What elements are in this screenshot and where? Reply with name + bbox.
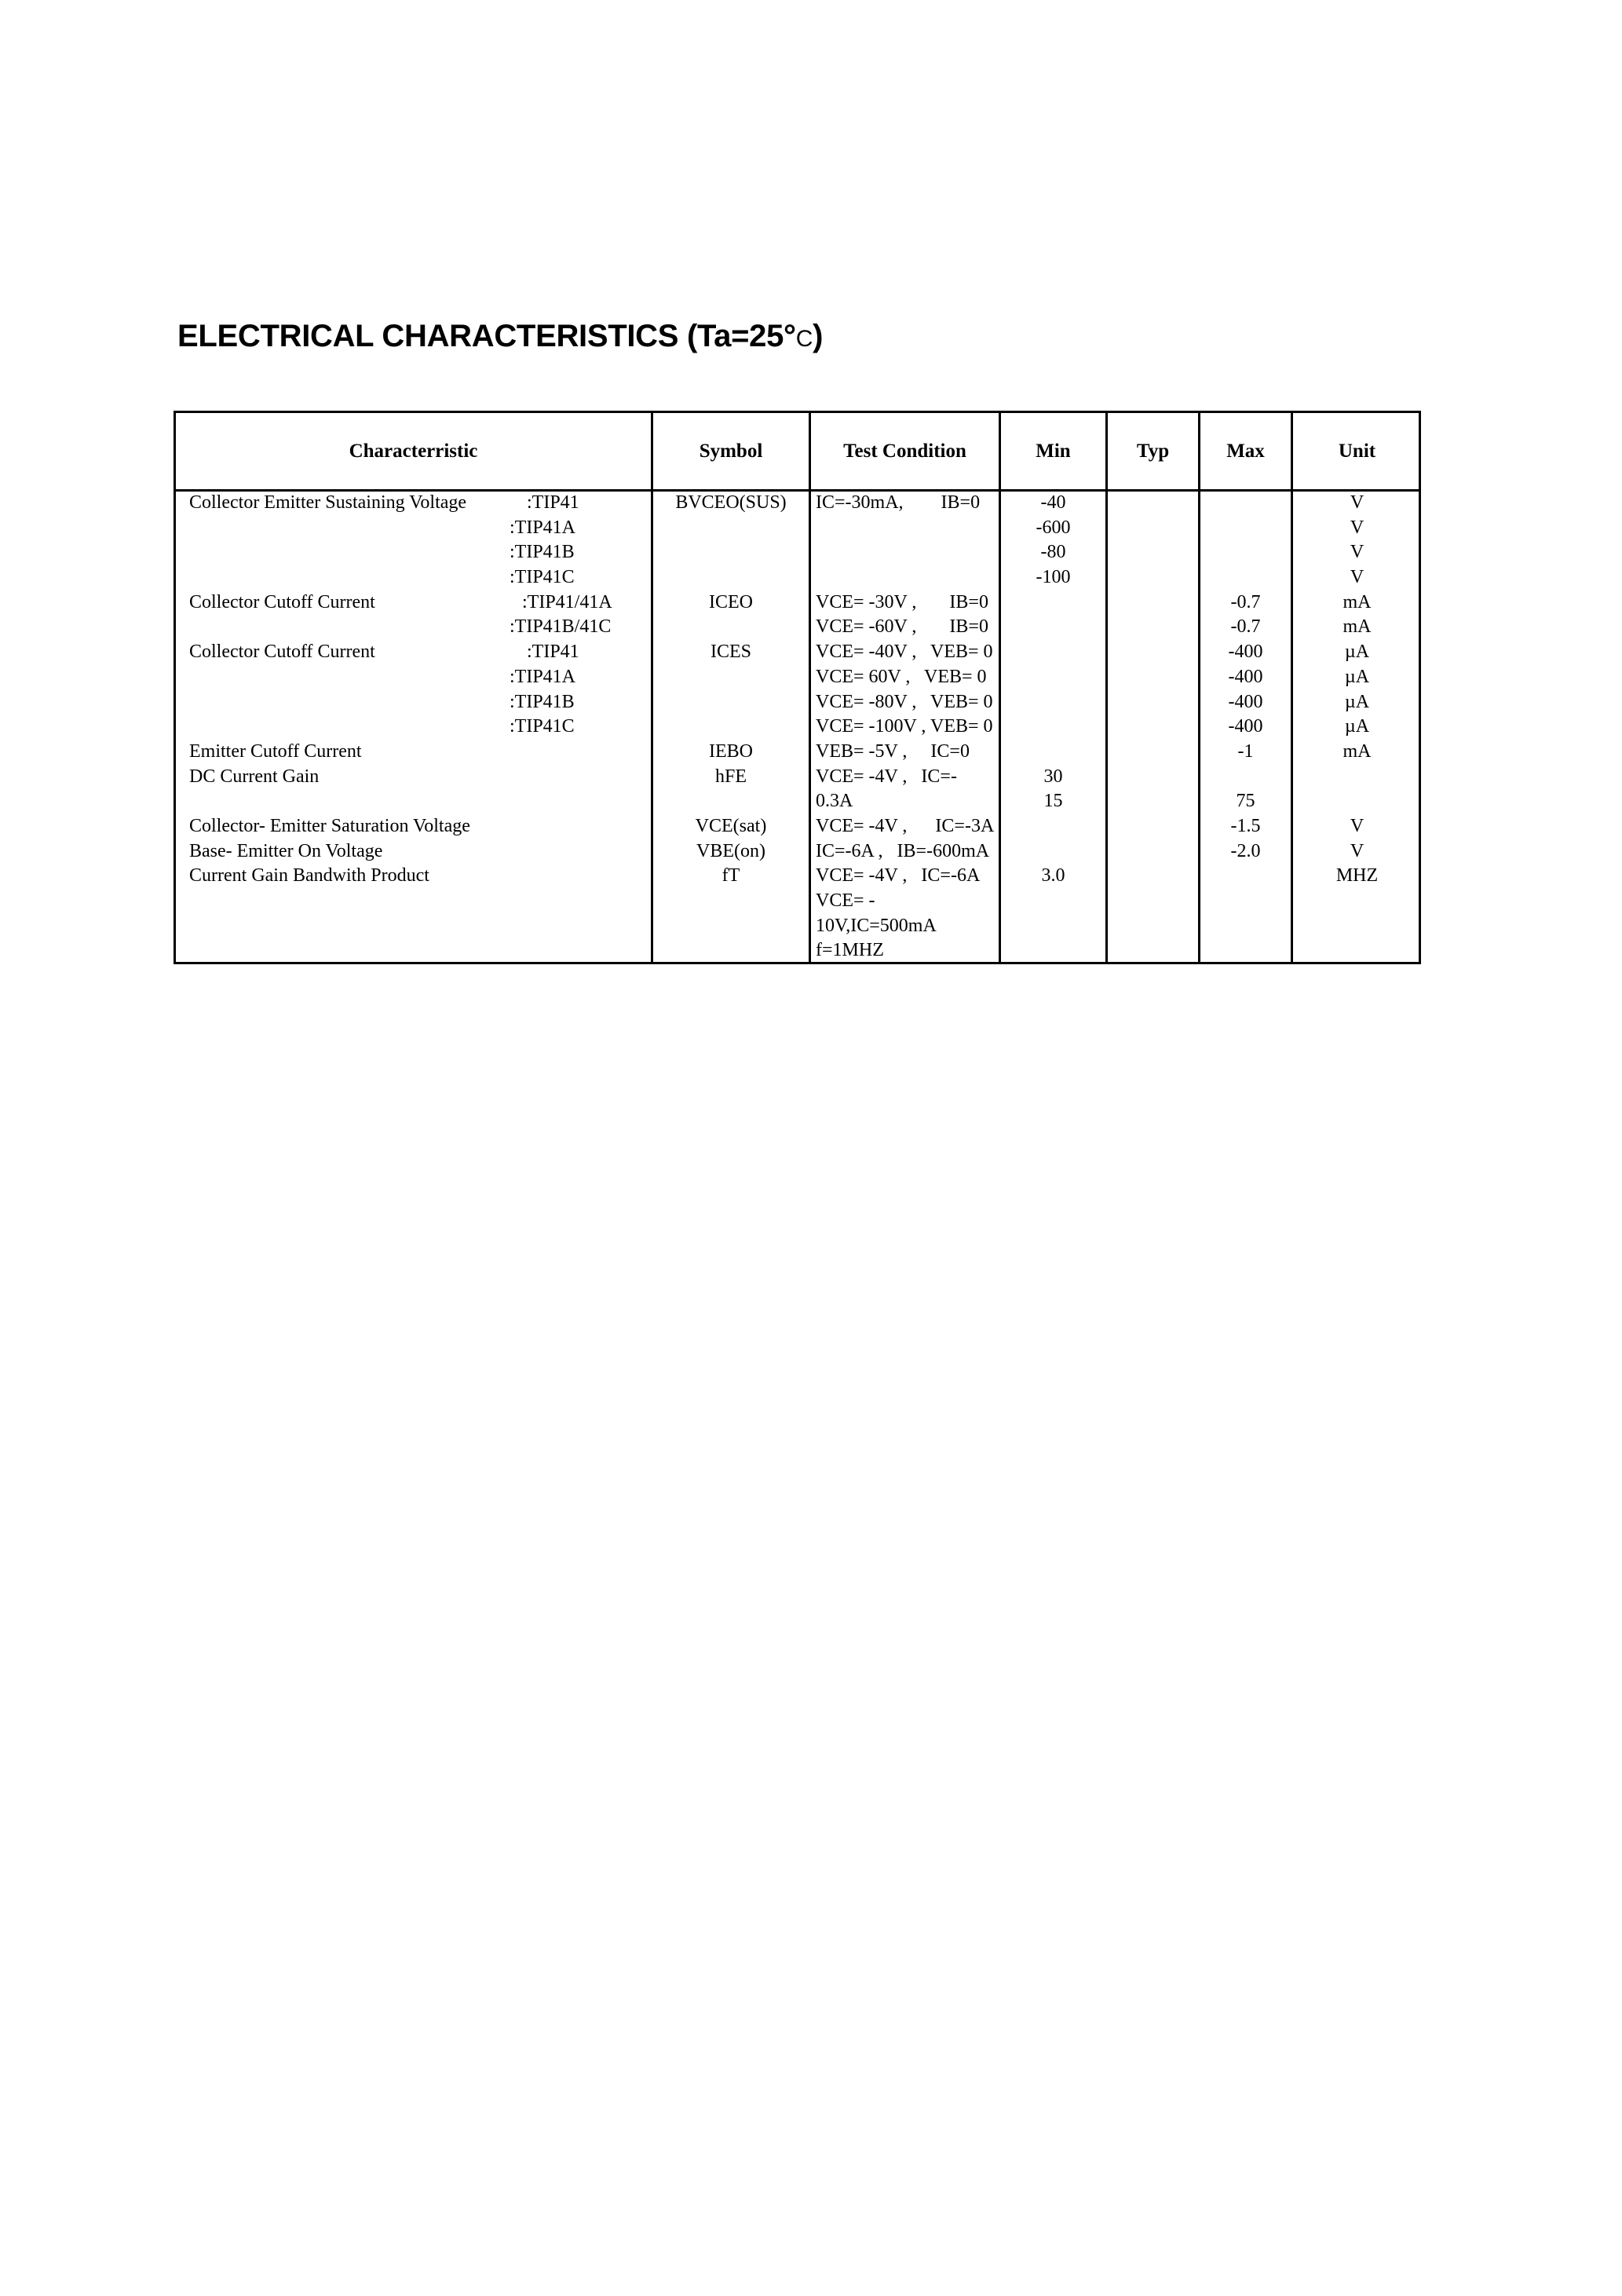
characteristic-column (189, 491, 519, 963)
typ-cell (1108, 516, 1198, 541)
min-column (1001, 491, 1105, 963)
unit-cell: V (1350, 840, 1364, 861)
header-max: Max (1226, 440, 1265, 462)
symbol-cell (653, 938, 809, 963)
model-cell: :TIP41B/41C (510, 616, 612, 638)
unit-column (1293, 491, 1421, 963)
min-cell: 15 (1043, 791, 1063, 812)
min-cell (1001, 690, 1105, 715)
max-cell: -400 (1228, 691, 1263, 712)
typ-cell (1108, 540, 1198, 565)
cond-cell: VCE= -4V , IC=-3A (816, 815, 995, 836)
header-test-condition: Test Condition (843, 440, 966, 462)
cond-cell: 0.3A (816, 791, 853, 812)
unit-cell: µA (1344, 642, 1370, 663)
symbol-cell (653, 914, 809, 939)
symbol-cell: fT (721, 865, 740, 887)
symbol-cell: VBE(on) (696, 840, 765, 861)
char-cell (189, 516, 519, 541)
symbol-cell: BVCEO(SUS) (675, 492, 787, 513)
unit-cell (1293, 765, 1421, 790)
max-cell (1200, 938, 1291, 963)
column-divider (809, 413, 811, 962)
unit-cell: mA (1343, 740, 1372, 762)
unit-cell (1293, 914, 1421, 939)
header-unit: Unit (1338, 440, 1376, 462)
model-cell: :TIP41C (510, 716, 575, 737)
model-cell (510, 789, 651, 814)
max-cell (1200, 864, 1291, 889)
max-cell: -2.0 (1230, 840, 1261, 861)
max-cell (1200, 540, 1291, 565)
model-cell (510, 814, 651, 839)
char-cell (189, 665, 519, 690)
max-cell: -0.7 (1230, 591, 1261, 612)
unit-cell: V (1350, 492, 1364, 513)
min-cell: -40 (1040, 492, 1066, 513)
min-cell (1001, 740, 1105, 765)
electrical-characteristics-table (174, 411, 1421, 964)
symbol-cell (653, 690, 809, 715)
model-cell (510, 864, 651, 889)
typ-cell (1108, 715, 1198, 740)
symbol-cell (653, 565, 809, 590)
char-cell: Emitter Cutoff Current (189, 740, 362, 762)
char-cell (189, 540, 519, 565)
model-cell: :TIP41B (510, 542, 575, 563)
unit-cell: V (1350, 815, 1364, 836)
typ-cell (1108, 789, 1198, 814)
min-cell (1001, 889, 1105, 914)
model-cell (510, 938, 651, 963)
cond-cell: VCE= -4V , IC=- (816, 766, 957, 787)
unit-cell: MHZ (1335, 865, 1379, 887)
test-condition-column (816, 491, 999, 963)
cond-cell: VEB= -5V , IC=0 (816, 740, 970, 762)
unit-cell: V (1350, 567, 1364, 588)
char-cell (189, 789, 519, 814)
min-cell: -80 (1040, 542, 1066, 563)
model-cell (510, 740, 651, 765)
max-cell: -400 (1228, 716, 1263, 737)
header-typ: Typ (1136, 440, 1170, 462)
max-column (1200, 491, 1291, 963)
model-cell (510, 839, 651, 865)
typ-cell (1108, 740, 1198, 765)
max-cell (1200, 491, 1291, 516)
char-cell: Base- Emitter On Voltage (189, 840, 383, 861)
model-cell: :TIP41/41A (522, 591, 612, 612)
cond-cell (816, 540, 999, 565)
typ-cell (1108, 491, 1198, 516)
min-cell: -100 (1036, 567, 1071, 588)
unit-cell (1293, 889, 1421, 914)
unit-cell (1293, 789, 1421, 814)
typ-cell (1108, 938, 1198, 963)
model-cell: :TIP41A (510, 517, 575, 538)
header-min: Min (1036, 440, 1071, 462)
max-cell: -0.7 (1230, 616, 1261, 638)
unit-cell: V (1350, 542, 1364, 563)
unit-cell (1293, 938, 1421, 963)
model-cell (510, 889, 651, 914)
model-cell: :TIP41A (510, 666, 575, 687)
char-cell (189, 565, 519, 590)
cond-cell (816, 516, 999, 541)
char-cell (189, 690, 519, 715)
max-cell (1200, 914, 1291, 939)
model-cell: :TIP41 (527, 492, 579, 513)
unit-cell: µA (1344, 691, 1370, 712)
model-cell: :TIP41 (527, 642, 579, 663)
unit-cell: mA (1343, 616, 1372, 638)
unit-cell: mA (1343, 591, 1372, 612)
char-cell (189, 889, 519, 914)
cond-cell: VCE= -30V , IB=0 (816, 591, 988, 612)
symbol-cell (653, 889, 809, 914)
min-cell: -600 (1036, 517, 1071, 538)
symbol-cell (653, 516, 809, 541)
min-cell (1001, 640, 1105, 665)
max-cell (1200, 565, 1291, 590)
min-cell (1001, 938, 1105, 963)
model-column (510, 491, 651, 963)
typ-cell (1108, 914, 1198, 939)
typ-column (1108, 491, 1198, 963)
max-cell (1200, 516, 1291, 541)
max-cell: -400 (1228, 642, 1263, 663)
cond-cell: 10V,IC=500mA (816, 915, 937, 936)
celsius-unit: C (795, 326, 813, 352)
max-cell: -400 (1228, 666, 1263, 687)
typ-cell (1108, 565, 1198, 590)
min-cell (1001, 914, 1105, 939)
typ-cell (1108, 839, 1198, 865)
symbol-cell: hFE (714, 766, 747, 787)
min-cell: 30 (1043, 766, 1063, 787)
cond-cell: VCE= -4V , IC=-6A (816, 865, 981, 887)
typ-cell (1108, 690, 1198, 715)
symbol-cell (653, 615, 809, 640)
symbol-cell: VCE(sat) (695, 815, 767, 836)
char-cell: Collector Emitter Sustaining Voltage (189, 492, 467, 513)
min-cell (1001, 715, 1105, 740)
char-cell: Collector Cutoff Current (189, 642, 375, 663)
model-cell: :TIP41C (510, 567, 575, 588)
max-cell (1200, 765, 1291, 790)
typ-cell (1108, 590, 1198, 616)
char-cell (189, 938, 519, 963)
min-cell (1001, 839, 1105, 865)
typ-cell (1108, 615, 1198, 640)
unit-cell: µA (1344, 666, 1370, 687)
unit-cell: V (1350, 517, 1364, 538)
min-cell (1001, 814, 1105, 839)
symbol-cell (653, 540, 809, 565)
symbol-column (653, 491, 809, 963)
max-cell: -1 (1237, 740, 1254, 762)
min-cell (1001, 590, 1105, 616)
symbol-cell: ICEO (709, 591, 753, 612)
char-cell (189, 715, 519, 740)
char-cell: Collector Cutoff Current (189, 591, 375, 612)
header-symbol: Symbol (699, 440, 763, 462)
cond-cell: IC=-6A , IB=-600mA (816, 840, 990, 861)
char-cell (189, 615, 519, 640)
cond-cell: VCE= -40V , VEB= 0 (816, 642, 993, 663)
max-cell (1200, 889, 1291, 914)
typ-cell (1108, 889, 1198, 914)
max-cell: -1.5 (1230, 815, 1261, 836)
min-cell (1001, 615, 1105, 640)
symbol-cell (653, 665, 809, 690)
cond-cell: f=1MHZ (816, 940, 884, 961)
symbol-cell: IEBO (709, 740, 753, 762)
cond-cell: IC=-30mA, IB=0 (816, 492, 981, 513)
symbol-cell (653, 789, 809, 814)
header-characteristic: Characterristic (349, 440, 478, 462)
model-cell: :TIP41B (510, 691, 575, 712)
model-cell (510, 914, 651, 939)
cond-cell: VCE= -60V , IB=0 (816, 616, 988, 638)
unit-cell: µA (1344, 716, 1370, 737)
char-cell (189, 914, 519, 939)
symbol-cell (653, 715, 809, 740)
min-cell: 3.0 (1041, 865, 1065, 887)
symbol-cell: ICES (710, 642, 751, 663)
model-cell (510, 765, 651, 790)
char-cell: Collector- Emitter Saturation Voltage (189, 815, 470, 836)
cond-cell: VCE= -80V , VEB= 0 (816, 691, 993, 712)
min-cell (1001, 665, 1105, 690)
typ-cell (1108, 864, 1198, 889)
page-title: ELECTRICAL CHARACTERISTICS (Ta=25°C) (177, 319, 824, 353)
cond-cell: VCE= - (816, 890, 875, 911)
cond-cell (816, 565, 999, 590)
char-cell: DC Current Gain (189, 766, 320, 787)
char-cell: Current Gain Bandwith Product (189, 865, 429, 887)
typ-cell (1108, 640, 1198, 665)
typ-cell (1108, 765, 1198, 790)
max-cell: 75 (1236, 791, 1255, 812)
cond-cell: VCE= 60V , VEB= 0 (816, 666, 987, 687)
typ-cell (1108, 665, 1198, 690)
typ-cell (1108, 814, 1198, 839)
cond-cell: VCE= -100V , VEB= 0 (816, 716, 993, 737)
